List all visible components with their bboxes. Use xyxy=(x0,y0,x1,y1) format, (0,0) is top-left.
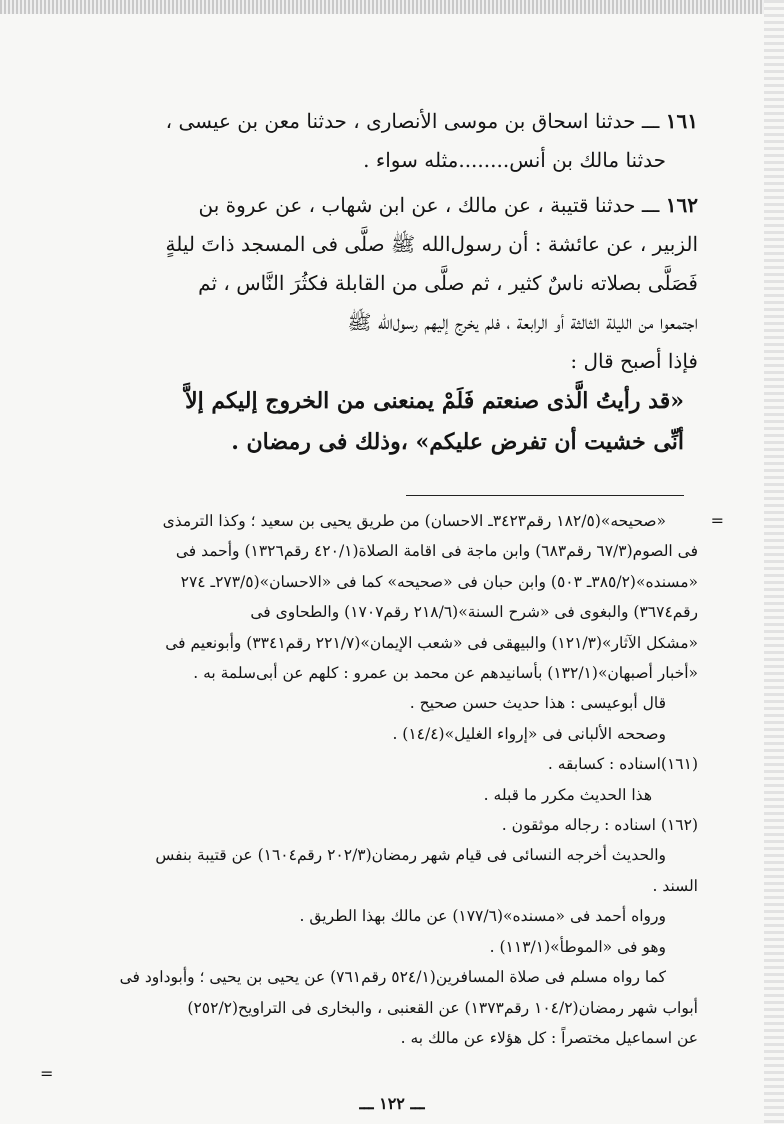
note-line-12: والحديث أخرجه النسائى فى قيام شهر رمضان(٢٠٢/٣ رقم١٦٠٤) عن قتيبة بنفس xyxy=(155,846,666,865)
scan-edge-right xyxy=(764,0,784,1124)
hadith-162-line-5: فإذا أصبح قال : xyxy=(570,349,698,373)
hadith-162 xyxy=(86,186,698,463)
hadith-161-line-1: ١٦١ ـــ حدثنا اسحاق بن موسى الأنصارى ، حدثنا معن بن عيسى ، xyxy=(165,109,698,133)
note-line-3: «مسنده»(٣٨٥/٢ـ ٥٠٣) وابن حبان فى «صحيحه» كما فى «الاحسان»(٢٧٣/٥ـ ٢٧٤ xyxy=(180,572,698,591)
main-text xyxy=(86,102,698,463)
hadith-162-line-4: اجتمعوا من الليلة الثالثة أو الرابعة ، فلم يخرج إليهم رسول‌الله ﷺ xyxy=(347,310,698,334)
bottom-continuation-mark: = xyxy=(40,1064,54,1083)
continuation-mark: = xyxy=(710,511,724,530)
note-line-6: «أخبار أصبهان»(١٣٢/١) بأسانيدهم عن محمد بن عمرو : كلهم عن أبى‌سلمة به . xyxy=(193,664,698,683)
note-line-16: كما رواه مسلم فى صلاة المسافرين(٥٢٤/١ رقم٧٦١) عن يحيى بن يحيى ؛ وأبوداود فى xyxy=(119,968,666,987)
hadith-162-line-3: فَصَلَّى بصلاته ناسٌ كثير ، ثم صلَّى من القابلة فكثُرَ النَّاس ، ثم xyxy=(198,271,698,295)
note-161-heading: (١٦١)اسناده : كسابقه . xyxy=(547,755,698,774)
note-line-1: = «صحيحه»(١٨٢/٥ رقم٣٤٢٣ـ الاحسان) من طريق يحيى بن سعيد ؛ وكذا الترمذى xyxy=(90,506,698,536)
note-line-10: هذا الحديث مكرر ما قبله . xyxy=(483,785,652,804)
scan-edge-top xyxy=(0,0,784,14)
note-line-17: أبواب شهر رمضان(١٠٤/٢ رقم١٣٧٣) عن القعنبى ، والبخارى فى التراويح(٢٥٢/٢) xyxy=(187,998,698,1017)
note-162-heading: (١٦٢) اسناده : رجاله موثقون . xyxy=(501,816,698,835)
note-line-5: «مشكل الآثار»(١٢١/٣) والبيهقى فى «شعب الإيمان»(٢٢١/٧ رقم٣٣٤١) وأبونعيم فى xyxy=(165,633,698,652)
hadith-162-line-1: ١٦٢ ـــ حدثنا قتيبة ، عن مالك ، عن ابن شهاب ، عن عروة بن xyxy=(198,193,698,217)
hadith-162-quote-line-1: «قد رأيتُ الَّذى صنعتم فَلَمْ يمنعنى من الخروج إليكم إلاَّ xyxy=(185,388,684,414)
hadith-162-line-2: الزبير ، عن عائشة : أن رسول‌الله ﷺ صلَّى فى المسجد ذاتَ ليلةٍ xyxy=(165,232,698,256)
hadith-161 xyxy=(86,102,698,180)
page-number: ـــ ١٢٢ ـــ xyxy=(359,1094,425,1113)
hadith-161-number: ١٦١ xyxy=(665,109,698,133)
note-line-14: ورواه أحمد فى «مسنده»(١٧٧/٦) عن مالك بهذا الطريق . xyxy=(299,907,666,926)
note-line-4: رقم٣٦٧٤) والبغوى فى «شرح السنة»(٢١٨/٦ رقم١٧٠٧) والطحاوى فى xyxy=(250,603,698,622)
hadith-162-quote-line-2: أنِّى خشيت أن تفرض عليكم» ،وذلك فى رمضان . xyxy=(231,429,684,455)
note-line-7: قال أبوعيسى : هذا حديث حسن صحيح . xyxy=(409,694,666,713)
note-line-13: السند . xyxy=(652,876,698,895)
hadith-161-line-2: حدثنا مالك بن أنس........مثله سواء . xyxy=(363,148,666,172)
note-line-18: عن اسماعيل مختصراً : كل هؤلاء عن مالك به . xyxy=(400,1028,698,1047)
hadith-162-number: ١٦٢ xyxy=(665,193,698,217)
note-line-2: فى الصوم(٦٧/٣ رقم٦٨٣) وابن ماجة فى اقامة الصلاة(٤٢٠/١ رقم١٣٢٦) وأحمد فى xyxy=(175,542,698,561)
footnotes xyxy=(90,506,724,1053)
footnote-divider xyxy=(406,495,684,496)
note-line-15: وهو فى «الموطأ»(١١٣/١) . xyxy=(489,937,666,956)
note-line-8: وصححه الألبانى فى «إرواء الغليل»(١٤/٤) . xyxy=(392,724,666,743)
